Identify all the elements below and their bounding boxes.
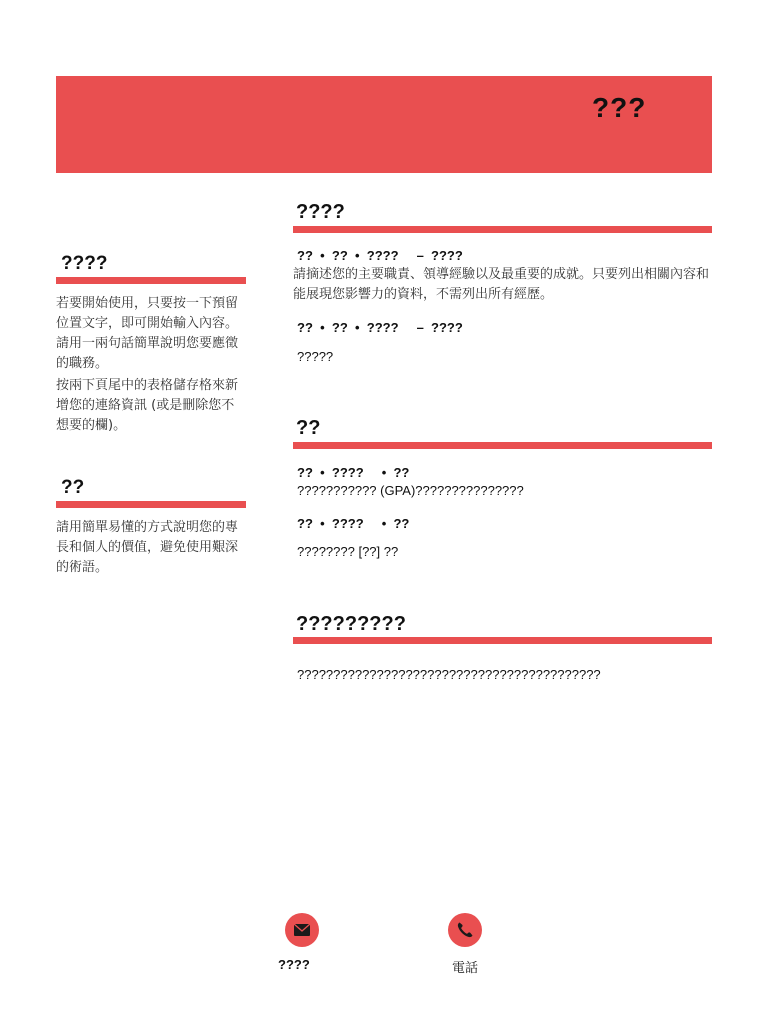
volunteer-title[interactable]: ????????? [296,613,406,635]
experience-rule [293,226,712,233]
objective-title[interactable]: ???? [61,253,108,274]
envelope-icon [285,913,319,947]
education-item-1-text[interactable]: ??????????? (GPA)??????????????? [297,483,524,498]
objective-paragraph-2[interactable]: 按兩下頁尾中的表格儲存格來新增您的連絡資訊 (或是刪除您不想要的欄)。 [56,378,239,433]
phone-icon [448,913,482,947]
skills-text[interactable]: 請用簡單易懂的方式說明您的專長和個人的價值，避免使用艱深的術語。 [56,520,239,575]
resume-name[interactable]: ??? [592,92,647,123]
education-item-2-text[interactable]: ???????? [??] ?? [297,544,399,559]
skills-title[interactable]: ?? [61,477,85,498]
header-band [56,76,712,173]
education-rule [293,442,712,449]
objective-rule [56,277,246,284]
experience-item-2-text[interactable]: ????? [297,349,334,364]
skills-rule [56,501,246,508]
objective-paragraph-1[interactable]: 若要開始使用，只要按一下預留位置文字，即可開始輸入內容。請用一兩句話簡單說明您要應徵的職務。 [56,296,239,371]
experience-item-1-text[interactable]: 請摘述您的主要職責、領導經驗以及最重要的成就。只要列出相關內容和能展現您影響力的資料，不需列出所有經歷。 [293,267,710,302]
experience-item-2-head[interactable]: ?? • ?? • ???? – ???? [297,320,463,335]
volunteer-text[interactable]: ?????????????????????????????????????????? [297,667,601,682]
experience-item-1-head[interactable]: ?? • ?? • ???? – ???? [297,248,463,263]
education-item-1-head[interactable]: ?? • ???? • ?? [297,465,410,480]
experience-title[interactable]: ???? [296,201,345,223]
email-label[interactable]: ???? [278,957,310,972]
education-item-2-head[interactable]: ?? • ???? • ?? [297,516,410,531]
phone-label[interactable]: 電話 [452,961,479,976]
volunteer-rule [293,637,712,644]
education-title[interactable]: ?? [296,417,321,439]
